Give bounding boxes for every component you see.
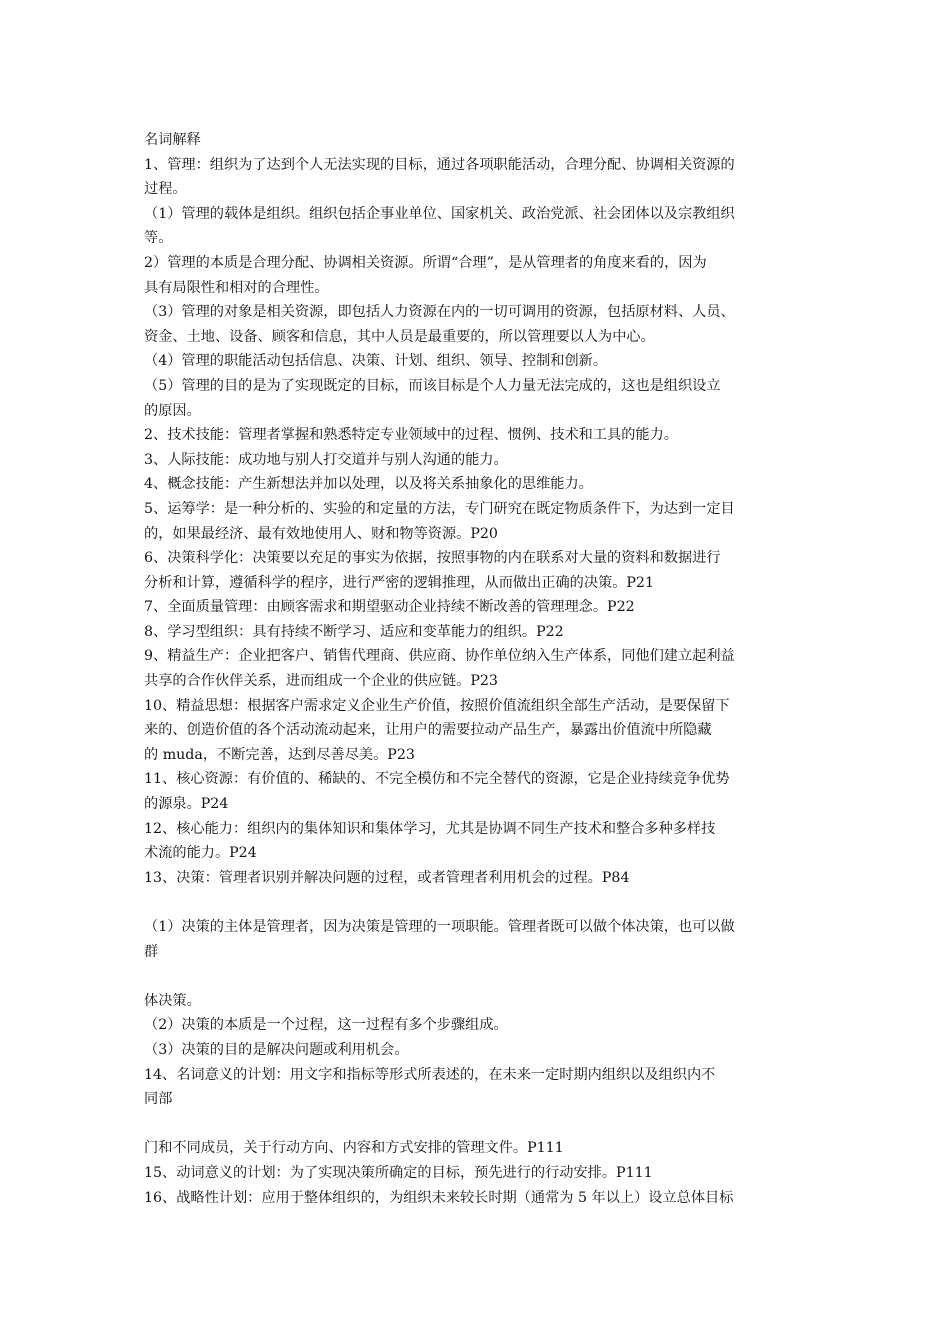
text-line: 2、技术技能：管理者掌握和熟悉特定专业领域中的过程、惯例、技术和工具的能力。 xyxy=(144,427,678,444)
text-line: 具有局限性和相对的合理性。 xyxy=(144,279,329,296)
text-line: 2）管理的本质是合理分配、协调相关资源。所谓“合理”，是从管理者的角度来看的，因为 xyxy=(144,254,707,271)
text-line: 16、战略性计划：应用于整体组织的，为组织未来较长时期（通常为 5 年以上）设立总体目标 xyxy=(144,1189,734,1206)
document-body xyxy=(144,128,812,1210)
blank-line xyxy=(144,890,812,915)
text-line: 的 muda，不断完善，达到尽善尽美。P23 xyxy=(144,746,415,763)
blank-line xyxy=(144,964,812,989)
document-heading: 名词解释 xyxy=(144,132,201,148)
text-line: 等。 xyxy=(144,230,173,247)
text-line: 8、学习型组织：具有持续不断学习、适应和变革能力的组织。P22 xyxy=(144,623,564,640)
text-line: 6、决策科学化：决策要以充足的事实为依据，按照事物的内在联系对大量的资料和数据进行 xyxy=(144,550,721,567)
text-line: 同部 xyxy=(144,1091,173,1108)
text-line: 术流的能力。P24 xyxy=(144,845,257,862)
text-line: 的原因。 xyxy=(144,402,201,419)
text-line: 来的、创造价值的各个活动流动起来，让用户的需要拉动产品生产，暴露出价值流中所隐藏 xyxy=(144,722,712,739)
text-line: （1）管理的载体是组织。组织包括企事业单位、国家机关、政治党派、社会团体以及宗教组织 xyxy=(144,205,735,222)
text-line: 5、运筹学：是一种分析的、实验的和定量的方法，专门研究在既定物质条件下，为达到一定目 xyxy=(144,500,735,517)
text-line: （4）管理的职能活动包括信息、决策、计划、组织、领导、控制和创新。 xyxy=(144,353,608,370)
text-line: 资金、土地、设备、顾客和信息，其中人员是最重要的，所以管理要以人为中心。 xyxy=(144,328,655,345)
text-line: （5）管理的目的是为了实现既定的目标，而该目标是个人力量无法完成的，这也是组织设立 xyxy=(144,377,721,394)
text-line: 15、动词意义的计划：为了实现决策所确定的目标，预先进行的行动安排。P111 xyxy=(144,1164,653,1181)
text-line: 12、核心能力：组织内的集体知识和集体学习，尤其是协调不同生产技术和整合多种多样技 xyxy=(144,820,716,837)
text-line: 7、全面质量管理：由顾客需求和期望驱动企业持续不断改善的管理理念。P22 xyxy=(144,599,635,616)
text-line: 过程。 xyxy=(144,181,187,198)
blank-line xyxy=(144,1112,812,1137)
text-line: 14、名词意义的计划：用文字和指标等形式所表述的，在未来一定时期内组织以及组织内不 xyxy=(144,1066,716,1083)
text-line: 群 xyxy=(144,943,159,960)
text-line: 体决策。 xyxy=(144,992,201,1009)
text-line: 4、概念技能：产生新想法并加以处理，以及将关系抽象化的思维能力。 xyxy=(144,476,593,493)
text-line: 13、决策：管理者识别并解决问题的过程，或者管理者利用机会的过程。P84 xyxy=(144,869,630,886)
text-line: 3、人际技能：成功地与别人打交道并与别人沟通的能力。 xyxy=(144,451,508,468)
text-line: （3）决策的目的是解决问题或利用机会。 xyxy=(144,1041,409,1058)
text-line: 共享的合作伙伴关系，进而组成一个企业的供应链。P23 xyxy=(144,673,498,690)
text-line: 10、精益思想：根据客户需求定义企业生产价值，按照价值流组织全部生产活动，是要保留下 xyxy=(144,697,730,714)
text-line: 分析和计算，遵循科学的程序，进行严密的逻辑推理，从而做出正确的决策。P21 xyxy=(144,574,654,591)
text-line: 的，如果最经济、最有效地使用人、财和物等资源。P20 xyxy=(144,525,498,542)
text-line: 的源泉。P24 xyxy=(144,796,229,813)
text-line: 11、核心资源：有价值的、稀缺的、不完全模仿和不完全替代的资源，它是企业持续竞争优势 xyxy=(144,771,730,788)
text-line: （2）决策的本质是一个过程，这一过程有多个步骤组成。 xyxy=(144,1017,508,1034)
text-line: 门和不同成员，关于行动方向、内容和方式安排的管理文件。P111 xyxy=(144,1140,564,1157)
text-line: （1）决策的主体是管理者，因为决策是管理的一项职能。管理者既可以做个体决策，也可以做 xyxy=(144,919,735,935)
text-line: （3）管理的对象是相关资源，即包括人力资源在内的一切可调用的资源，包括原材料、人员、 xyxy=(144,304,735,321)
text-line: 9、精益生产：企业把客户、销售代理商、供应商、协作单位纳入生产体系，同他们建立起利益 xyxy=(144,648,735,665)
text-line: 1、管理：组织为了达到个人无法实现的目标，通过各项职能活动，合理分配、协调相关资源的 xyxy=(144,156,735,173)
